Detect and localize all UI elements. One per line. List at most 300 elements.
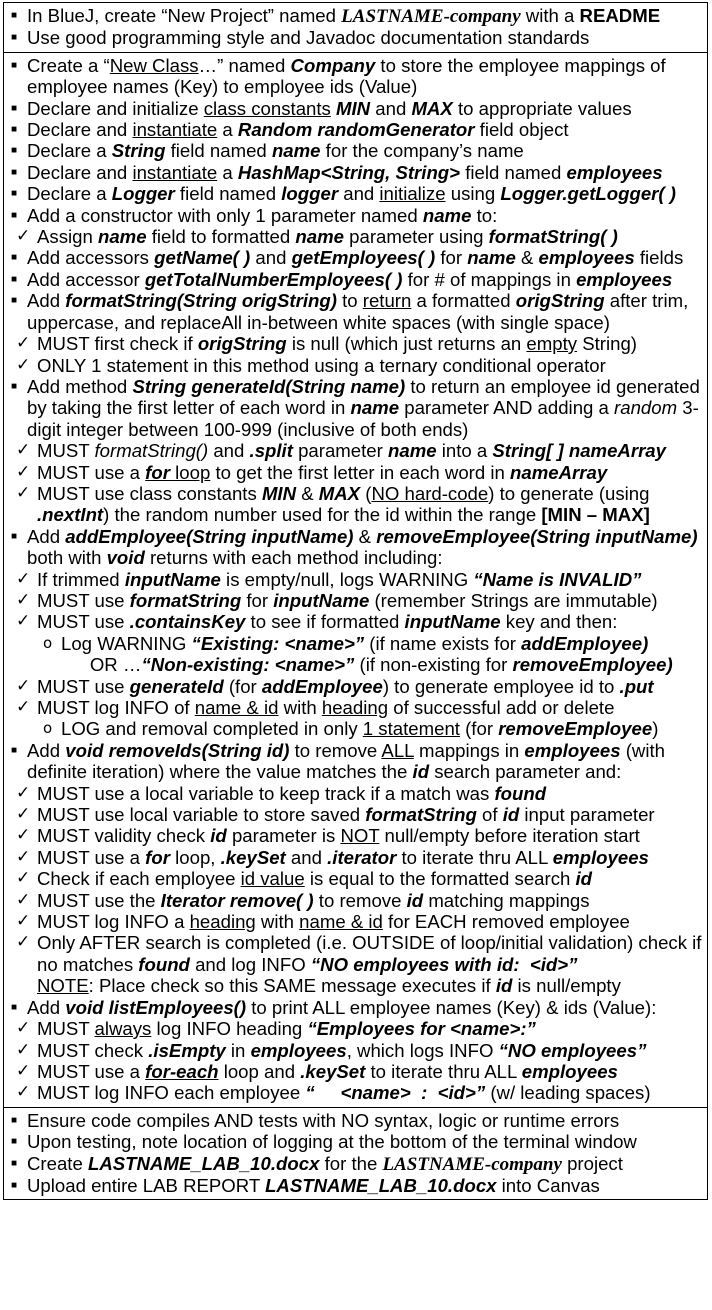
text-run: to:	[471, 204, 498, 226]
text-run: to get the first letter in each word in	[210, 461, 511, 483]
text-run: logger	[281, 183, 339, 205]
text-run: employees	[552, 846, 649, 868]
text-run: Use good programming style and Javadoc documentation standards	[27, 27, 590, 49]
text-run: Only AFTER search is completed (i.e. OUTSIDE of loop/initial validation) check if no matches	[37, 932, 707, 975]
text-run: .split	[249, 440, 293, 462]
text-run: origString	[515, 290, 605, 312]
text-run: employees	[524, 739, 621, 761]
text-run: and	[250, 247, 292, 269]
text-run: MUST use a	[37, 846, 146, 868]
text-run: Declare and initialize	[27, 97, 204, 119]
checkmark-icon: ✓	[16, 868, 31, 889]
text-run: found	[138, 953, 190, 975]
bullet-item	[8, 27, 703, 48]
text-run: inputName	[124, 568, 221, 590]
text-run: void removeIds(String id)	[65, 739, 290, 761]
bullet-item	[8, 740, 703, 783]
item-text	[37, 483, 703, 526]
text-run: LASTNAME_LAB_10.docx	[87, 1152, 320, 1174]
check-item	[8, 355, 703, 376]
text-run: &	[296, 482, 319, 504]
text-run: LOG and removal completed in only	[61, 718, 363, 740]
text-run: “Name is INVALID”	[473, 568, 642, 590]
text-run: returns with each method including:	[144, 547, 443, 569]
text-run: Declare and	[27, 161, 133, 183]
text-run: field named	[460, 161, 567, 183]
item-text	[37, 932, 707, 975]
text-run: field to formatted	[146, 226, 296, 248]
item-text	[37, 462, 703, 483]
text-run: : Place check so this SAME message executes if	[88, 975, 496, 997]
text-run: name & id	[299, 911, 383, 933]
text-run: and	[208, 440, 250, 462]
text-run: Add method	[27, 375, 133, 397]
item-text	[37, 676, 703, 697]
text-run: Add accessor	[27, 268, 145, 290]
text-run: Declare a	[27, 140, 112, 162]
checkmark-icon: ✓	[16, 226, 31, 247]
text-run: MUST use a	[37, 461, 146, 483]
text-run: MUST use	[37, 611, 130, 633]
item-text	[27, 1110, 703, 1131]
text-run: MIN	[261, 482, 297, 504]
square-bullet-icon: ■	[11, 102, 18, 114]
checkmark-icon: ✓	[16, 804, 31, 825]
text-run: of	[476, 804, 503, 826]
text-run: and	[338, 183, 380, 205]
text-run: “ <name> : <id>”	[305, 1082, 486, 1104]
text-run: …” named	[198, 54, 291, 76]
text-run: OR …	[64, 654, 142, 676]
text-run: ALL	[381, 739, 414, 761]
text-run: ) the random number used for the id within the range	[103, 504, 542, 526]
text-run: &	[353, 525, 377, 547]
text-run: name	[350, 397, 400, 419]
text-run: void	[106, 547, 145, 569]
text-run: void listEmployees()	[65, 996, 247, 1018]
check-item	[8, 911, 703, 932]
text-run: Add a constructor with only 1 parameter named	[27, 204, 423, 226]
text-run: (with definite iteration) where the value matches the	[27, 739, 671, 783]
text-run: Upon testing, note location of logging at the bottom of the terminal window	[27, 1131, 637, 1153]
text-run: removeEmployee(String inputName)	[376, 525, 698, 547]
text-run: is null (which just returns an	[286, 333, 527, 355]
text-run: name	[97, 226, 147, 248]
text-run: field named	[174, 183, 282, 205]
text-run: name	[271, 140, 321, 162]
instruction-box-3	[3, 1107, 708, 1201]
check-item	[8, 868, 703, 889]
item-text	[37, 1061, 703, 1082]
text-run: found	[494, 782, 547, 804]
text-run: employees	[566, 161, 663, 183]
text-run: MUST use local variable to store saved	[37, 804, 366, 826]
item-text	[27, 740, 703, 783]
check-item	[8, 590, 703, 611]
bullet-item	[8, 1110, 703, 1131]
text-run: String generateId(String name)	[132, 375, 406, 397]
text-run: to print ALL employee names (Key) & ids (Value):	[246, 996, 657, 1018]
item-text	[64, 654, 703, 675]
text-run: (if non-existing for	[354, 654, 513, 676]
text-run: MUST log INFO of	[37, 697, 195, 718]
bullet-item	[8, 290, 703, 333]
instruction-box-2	[3, 52, 708, 1108]
text-run: formatString(String origString)	[65, 290, 337, 312]
text-run: class constants	[203, 97, 331, 119]
text-run: to remove	[313, 889, 407, 911]
text-run: MUST check	[37, 1039, 149, 1061]
square-bullet-icon: ■	[11, 295, 18, 307]
text-run: a	[217, 119, 238, 141]
checkmark-icon: ✓	[16, 440, 31, 461]
text-run: MUST log INFO each employee	[37, 1082, 306, 1104]
text-run: String	[111, 140, 166, 162]
check-item	[8, 611, 703, 632]
check-item	[8, 1040, 703, 1061]
item-text	[37, 890, 703, 911]
check-item	[8, 932, 707, 975]
text-run: name	[388, 440, 437, 462]
text-run: in	[225, 1039, 251, 1061]
text-run: instantiate	[132, 119, 218, 141]
sub-item	[8, 718, 703, 739]
text-run: NOT	[340, 825, 380, 847]
text-run: (remember Strings are immutable)	[369, 589, 658, 611]
square-bullet-icon: ■	[11, 1001, 18, 1013]
item-text	[37, 804, 703, 825]
checkmark-icon: ✓	[16, 589, 31, 610]
check-item	[8, 890, 703, 911]
text-run: LASTNAME-company	[341, 6, 521, 27]
text-run: Add	[27, 996, 66, 1018]
text-run: Declare and	[27, 119, 133, 141]
text-run: for-each	[145, 1060, 219, 1082]
square-bullet-icon: ■	[11, 32, 18, 44]
item-text	[27, 98, 703, 119]
square-bullet-icon: ■	[11, 59, 18, 71]
bullet-item	[8, 526, 703, 569]
item-text	[27, 376, 703, 440]
square-bullet-icon: ■	[11, 1157, 18, 1169]
text-run: loop,	[169, 846, 221, 868]
checkmark-icon: ✓	[16, 675, 31, 696]
text-run: search parameter and:	[429, 761, 622, 783]
text-run: , which logs INFO	[346, 1039, 499, 1061]
text-run: ) to generate employee id to	[382, 675, 620, 697]
checkmark-icon: ✓	[16, 354, 31, 375]
text-run: [MIN – MAX]	[541, 504, 650, 526]
text-run: MUST use	[37, 589, 130, 611]
text-run: to remove	[289, 739, 382, 761]
text-run: MUST first check if	[37, 333, 198, 355]
item-text	[27, 1131, 703, 1152]
text-run: initialize	[379, 183, 446, 205]
item-text	[27, 247, 703, 268]
check-item	[8, 697, 703, 718]
text-run: with	[278, 697, 322, 718]
check-item	[8, 783, 703, 804]
item-text	[27, 27, 703, 48]
text-run: and log INFO	[189, 953, 311, 975]
text-run: using	[445, 183, 501, 205]
check-item	[8, 1082, 703, 1103]
text-run: MUST	[37, 1018, 95, 1040]
text-run: to appropriate values	[452, 97, 632, 119]
text-run: “NO employees”	[498, 1039, 647, 1061]
checkmark-icon: ✓	[16, 482, 31, 503]
text-run: New Class	[109, 54, 199, 76]
square-bullet-icon: ■	[11, 744, 18, 756]
text-run: origString	[197, 333, 287, 355]
check-item	[8, 440, 703, 461]
text-run: removeEmployee)	[512, 654, 673, 676]
text-run: (w/ leading spaces)	[485, 1082, 651, 1104]
text-run: heading	[189, 911, 256, 933]
circle-bullet-icon: o	[43, 719, 53, 738]
item-text	[37, 440, 703, 461]
text-run: Upload entire LAB REPORT	[27, 1174, 266, 1196]
text-run: mappings in	[413, 739, 525, 761]
text-run: id	[210, 825, 227, 847]
text-run: field object	[474, 119, 569, 141]
square-bullet-icon: ■	[11, 188, 18, 200]
checkmark-icon: ✓	[16, 889, 31, 910]
text-run: removeEmployee	[498, 718, 653, 740]
text-run: name & id	[194, 697, 279, 718]
text-run: MUST log INFO a	[37, 911, 190, 933]
text-run: is empty/null, logs WARNING	[220, 568, 474, 590]
item-text	[37, 226, 703, 247]
text-run: NO hard-code	[371, 482, 489, 504]
text-run: String)	[577, 333, 637, 355]
checkmark-icon: ✓	[16, 461, 31, 482]
text-run: “NO employees with id: <id>”	[310, 953, 578, 975]
text-run: to store the employee mappings of employee names (Key) to employee ids (Value)	[27, 54, 671, 98]
text-run: HashMap<String, String>	[237, 161, 461, 183]
text-run: 3-digit integer between 100-999 (inclusive of both ends)	[27, 397, 699, 440]
item-text	[37, 569, 703, 590]
text-run: project	[561, 1152, 623, 1174]
text-run: into Canvas	[496, 1174, 600, 1196]
text-run: a formatted	[411, 290, 516, 312]
text-run: .nextInt	[37, 504, 104, 526]
text-run: .keySet	[220, 846, 286, 868]
check-item	[8, 847, 703, 868]
text-run: Company	[290, 54, 376, 76]
item-text	[37, 611, 703, 632]
square-bullet-icon: ■	[11, 124, 18, 136]
check-item	[8, 333, 703, 354]
square-bullet-icon: ■	[11, 273, 18, 285]
text-run: MUST use a local variable to keep track if a match was	[37, 782, 495, 804]
text-run: loop and	[218, 1060, 301, 1082]
text-run: (	[360, 482, 372, 504]
item-text	[61, 718, 703, 739]
checkmark-icon: ✓	[16, 782, 31, 803]
checkmark-icon: ✓	[16, 333, 31, 354]
text-run: Create	[27, 1152, 88, 1174]
text-run: null/empty before iteration start	[379, 825, 640, 847]
instruction-box-1	[3, 2, 708, 53]
check-item	[8, 462, 703, 483]
text-run: matching mappings	[423, 889, 590, 911]
bullet-item	[8, 162, 703, 183]
bullet-item	[8, 1131, 703, 1152]
text-run: getName( )	[154, 247, 251, 269]
text-run: README	[579, 5, 661, 26]
text-run: fields	[634, 247, 684, 269]
square-bullet-icon: ■	[11, 530, 18, 542]
text-run: ONLY 1 statement in this method using a ternary conditional operator	[37, 354, 606, 376]
text-run: id	[495, 975, 513, 997]
item-text	[27, 1153, 703, 1175]
text-run: to	[336, 290, 363, 312]
text-run: LASTNAME_LAB_10.docx	[265, 1174, 497, 1196]
text-run: into a	[436, 440, 493, 462]
text-run: Declare a	[27, 183, 112, 205]
text-run: )	[652, 718, 659, 740]
text-run: for the	[319, 1152, 383, 1174]
text-run: Add accessors	[27, 247, 155, 269]
check-item	[8, 676, 703, 697]
text-run: to see if formatted	[245, 611, 405, 633]
text-run: name	[295, 226, 344, 248]
item-text	[27, 140, 703, 161]
text-run: employees	[521, 1060, 618, 1082]
checkmark-icon: ✓	[16, 846, 31, 867]
item-text	[27, 997, 703, 1018]
bullet-item	[8, 140, 703, 161]
text-run: and	[285, 846, 328, 868]
square-bullet-icon: ■	[11, 1114, 18, 1126]
item-text	[27, 183, 703, 204]
square-bullet-icon: ■	[11, 10, 18, 21]
text-run: Logger	[111, 183, 175, 205]
text-run: inputName	[404, 611, 501, 633]
item-text	[37, 868, 703, 889]
text-run: with	[255, 911, 300, 933]
bullet-item	[8, 376, 703, 440]
text-run: for	[145, 461, 170, 483]
check-item	[8, 1018, 703, 1039]
text-run: MAX	[411, 97, 453, 119]
text-run: generateId	[129, 675, 224, 697]
text-run: MUST use class constants	[37, 482, 262, 504]
text-run: addEmployee(String inputName)	[65, 525, 354, 547]
square-bullet-icon: ■	[11, 252, 18, 264]
check-item	[8, 825, 703, 846]
text-run: formatString( )	[488, 226, 618, 248]
text-run: employees	[538, 247, 635, 269]
sub-item	[8, 654, 703, 675]
check-item	[8, 1061, 703, 1082]
checkmark-icon: ✓	[16, 697, 31, 717]
text-run: id	[575, 868, 593, 890]
item-text	[37, 697, 703, 718]
item-text	[37, 1040, 703, 1061]
text-run: employees	[576, 268, 673, 290]
text-run: loop	[169, 461, 211, 483]
text-run: Add	[27, 290, 66, 312]
item-text	[37, 1018, 703, 1039]
bullet-item	[8, 55, 703, 98]
text-run: MUST use	[37, 675, 130, 697]
text-run: String[ ] nameArray	[492, 440, 666, 462]
text-run: inputName	[273, 589, 370, 611]
item-text	[27, 5, 703, 27]
text-run: empty	[526, 333, 578, 355]
bullet-item	[8, 98, 703, 119]
text-run: and	[370, 97, 412, 119]
square-bullet-icon: ■	[11, 166, 18, 178]
text-run: id value	[240, 868, 305, 890]
text-run: is null/empty	[512, 975, 621, 997]
check-item	[8, 569, 703, 590]
bullet-item	[8, 1153, 703, 1175]
square-bullet-icon: ■	[11, 145, 18, 157]
text-run: MAX	[318, 482, 361, 504]
bullet-item	[8, 205, 703, 226]
text-run: is equal to the formatted search	[304, 868, 576, 890]
bullet-item	[8, 269, 703, 290]
bullet-item	[8, 183, 703, 204]
text-run: &	[515, 247, 539, 269]
text-run: random	[614, 397, 678, 419]
text-run: “Non-existing: <name>”	[141, 654, 355, 676]
bullet-item	[8, 119, 703, 140]
text-run: parameter AND adding a	[399, 397, 615, 419]
item-text	[37, 590, 703, 611]
text-run: for # of mappings in	[402, 268, 577, 290]
text-run: Add	[27, 525, 66, 547]
text-run: MUST validity check	[37, 825, 211, 847]
text-run: .keySet	[300, 1060, 366, 1082]
item-text	[27, 55, 703, 98]
text-run: input parameter	[519, 804, 655, 826]
text-run: addEmployee)	[521, 632, 649, 654]
checkmark-icon: ✓	[16, 1039, 31, 1060]
checkmark-icon: ✓	[16, 1082, 31, 1103]
bullet-item	[8, 1175, 703, 1196]
text-run: heading	[321, 697, 389, 718]
item-text	[27, 205, 703, 226]
text-run: LASTNAME-company	[382, 1153, 562, 1175]
text-run: formatString()	[94, 440, 209, 462]
sub-item	[8, 633, 703, 654]
item-text	[27, 1175, 703, 1196]
text-run: for	[145, 846, 170, 868]
text-run: NOTE	[37, 975, 89, 997]
checkmark-icon: ✓	[16, 932, 31, 953]
text-run: Logger.getLogger( )	[500, 183, 676, 205]
text-run: return	[362, 290, 412, 312]
text-run: instantiate	[132, 161, 218, 183]
text-run: .containsKey	[129, 611, 246, 633]
text-run: to iterate thru ALL	[365, 1060, 522, 1082]
item-text	[37, 825, 703, 846]
text-run: Check if each employee	[37, 868, 241, 890]
text-run: MUST	[37, 440, 95, 462]
bullet-item	[8, 997, 703, 1018]
item-text	[37, 355, 703, 376]
checkmark-icon: ✓	[16, 1060, 31, 1081]
bullet-item	[8, 5, 703, 27]
text-run: .iterator	[327, 846, 397, 868]
text-run: (for	[223, 675, 262, 697]
text-run: getTotalNumberEmployees( )	[144, 268, 403, 290]
item-text	[27, 269, 703, 290]
